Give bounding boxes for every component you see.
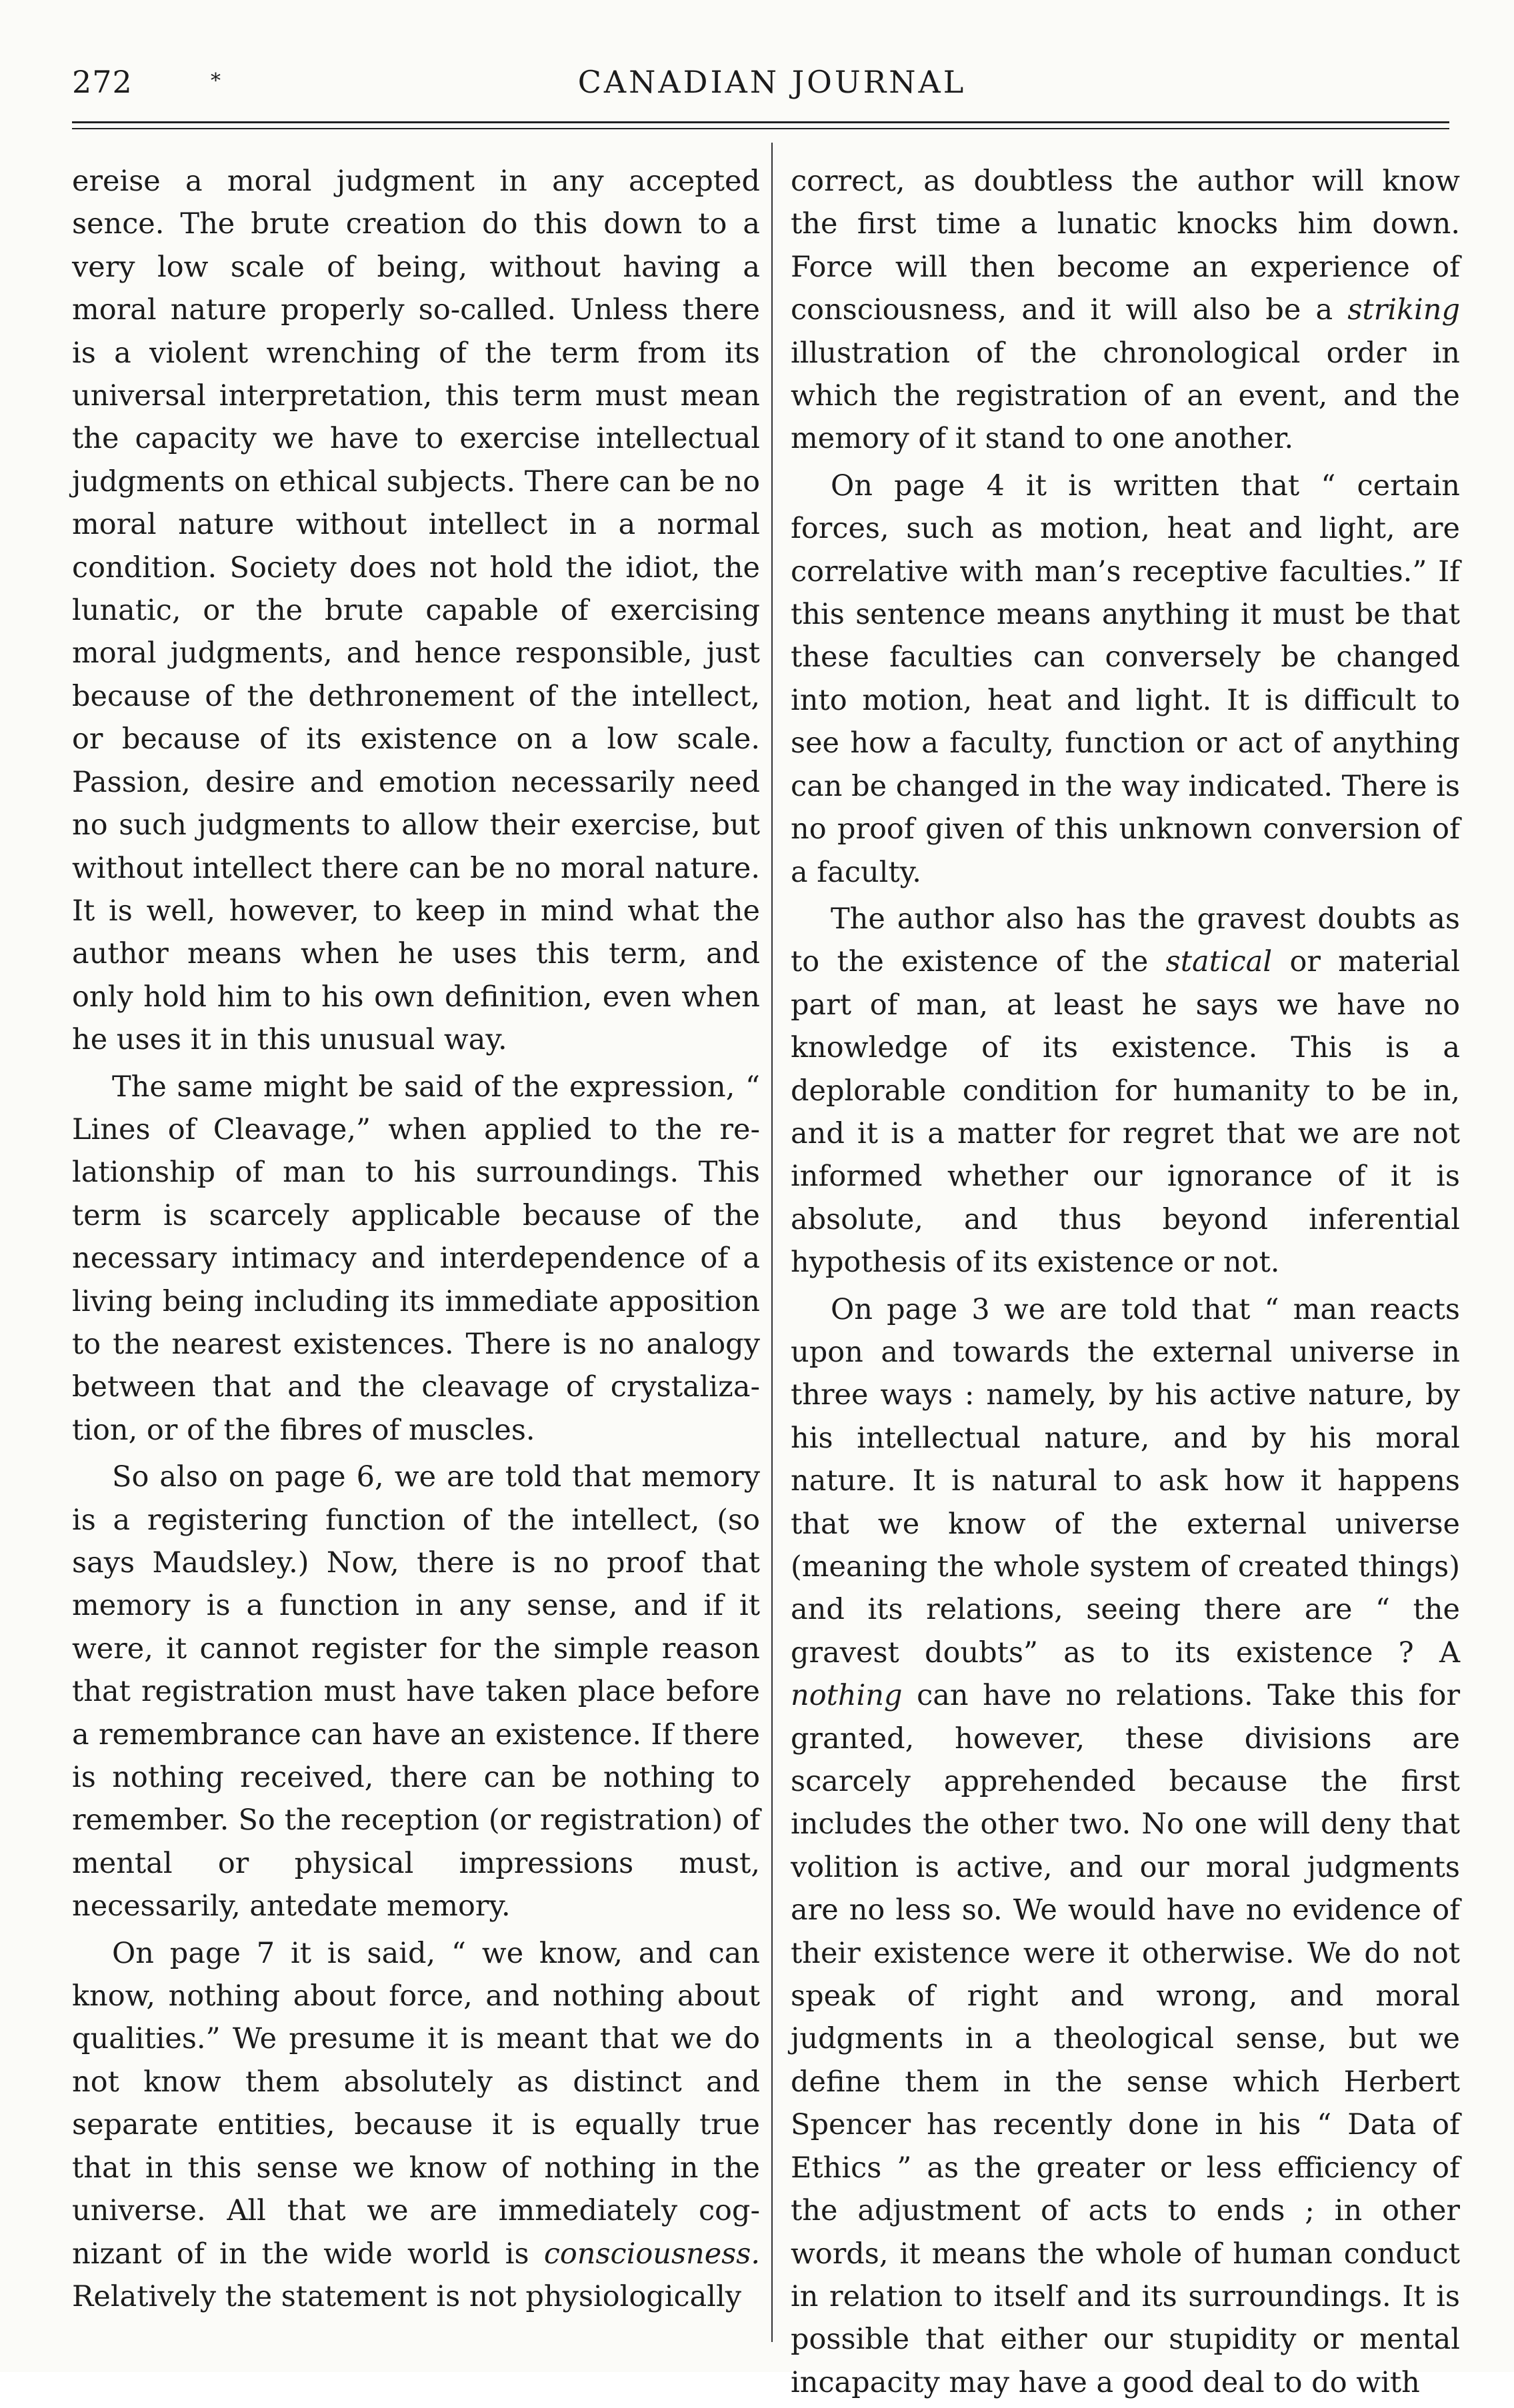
- header-rule-thin: [72, 128, 1449, 129]
- header-mark: *: [211, 69, 221, 93]
- paragraph-text: correct, as doubtless the author will know the first time a lunatic knocks him down. Force will then become an experience of consciousness, and it will also be a: [791, 165, 1460, 327]
- paragraph-text: Relatively the statement is not physiologically: [72, 2279, 742, 2313]
- running-head: CANADIAN JOURNAL: [577, 64, 967, 100]
- left-column: [72, 160, 760, 2322]
- emphasized-text: striking: [1347, 293, 1460, 327]
- paragraph-text: can have no relations. Take this for granted, however, these divisions are scarcely apprehended because the first includes the other two. No one will deny that volition is active, and our moral judgments are no less so. We would have no evidence of their existence were it otherwise. We do not speak of right and wrong, and moral judgments in a theological sense, but we define them in the sense which Herbert Spencer has recently done in his “ Data of Ethics ” as the greater or less efficiency of the adjustment of acts to ends ; in other words, it means the whole of human conduct in relation to itself and its surroundings. It is possible that either our stupidity or mental incapacity may have a good deal to do with: [791, 1679, 1460, 2399]
- column-divider: [771, 143, 773, 2342]
- paragraph-text: On page 7 it is said, “ we know, and can know, nothing about force, and nothing about qualities.” We presume it is meant that we do not know them absolutely as distinct and separate entities, because it is equally true that in this sense we know of nothing in the universe. All that we are immediately cognizant of in the wide world is: [72, 1936, 760, 2271]
- paragraph-text: The author also has the gravest doubts as to the existence of the: [791, 902, 1460, 979]
- emphasized-text: statical: [1165, 945, 1273, 979]
- paragraph: On page 4 it is written that “ certain forces, such as motion, heat and light, are correlative with man’s receptive faculties.” If this sentence means anything it must be that these faculties can conversely be changed into motion, heat and light. It is difficult to see how a faculty, function or act of anything can be changed in the way indicated. There is no proof given of this unknown conversion of a faculty.: [791, 469, 1460, 889]
- paragraph: The same might be said of the expression, “ Lines of Cleavage,” when applied to the relationship of man to his surroundings. This term is scarcely applicable because of the necessary intimacy and interdependence of a living being including its immediate apposition to the nearest existences. There is no analogy between that and the cleavage of crystalization, or of the fibres of muscles.: [72, 1070, 760, 1447]
- paragraph: ereise a moral judgment in any accepted sence. The brute creation do this down to a very low scale of being, without having a moral nature properly so-called. Unless there is a violent wrenching of the term from its universal interpretation, this term must mean the capacity we have to exercise intellectual judgments on ethical subjects. There can be no moral nature without intellect in a normal condition. Society does not hold the idiot, the lunatic, or the brute capable of exercising moral judgments, and hence responsible, just because of the dethronement of the intellect, or because of its existence on a low scale. Passion, desire and emotion necessarily need no such judgments to allow their exercise, but without intellect there can be no moral nature. It is well, however, to keep in mind what the author means when he uses this term, and only hold him to his own definition, even when he uses it in this unusual way.: [72, 165, 760, 1057]
- page-number: 272: [72, 64, 133, 100]
- paragraph-text: illustration of the chronological order in which the registration of an event, and the memory of it stand to one another.: [791, 336, 1460, 456]
- right-column: [791, 160, 1460, 2408]
- paragraph: [791, 160, 1460, 461]
- paragraph: [791, 1288, 1460, 2405]
- paragraph-text: or material part of man, at least he says we have no knowledge of its existence. This is a deplorable condition for humanity to be in, and it is a matter for regret that we are not informed whether our ignorance of it is absolute, and thus beyond inferential hypothesis of its existence or not.: [791, 945, 1461, 1280]
- emphasized-text: nothing: [791, 1679, 903, 1713]
- emphasized-text: consciousness.: [543, 2237, 760, 2271]
- header-rule: [72, 121, 1449, 123]
- paragraph: [72, 1932, 760, 2319]
- paragraph: So also on page 6, we are told that memory is a registering function of the intellect, (so says Maudsley.) Now, there is no proof that memory is a function in any sense, and if it were, it cannot register for the simple reason that registration must have taken place before a remembrance can have an existence. If there is nothing received, there can be nothing to remember. So the reception (or registration) of mental or physical impressions must, necessarily, antedate memory.: [72, 1460, 760, 1923]
- paragraph: [791, 898, 1460, 1284]
- page-header: [72, 57, 1445, 111]
- paragraph-text: On page 3 we are told that “ man reacts upon and towards the external universe in three ways : namely, by his active nature, by his intellectual nature, and by his moral nature. It is natural to ask how it happens that we know of the external universe (meaning the whole system of created things) and its relations, seeing there are “ the gravest doubts” as to its existence ? A: [791, 1292, 1460, 1670]
